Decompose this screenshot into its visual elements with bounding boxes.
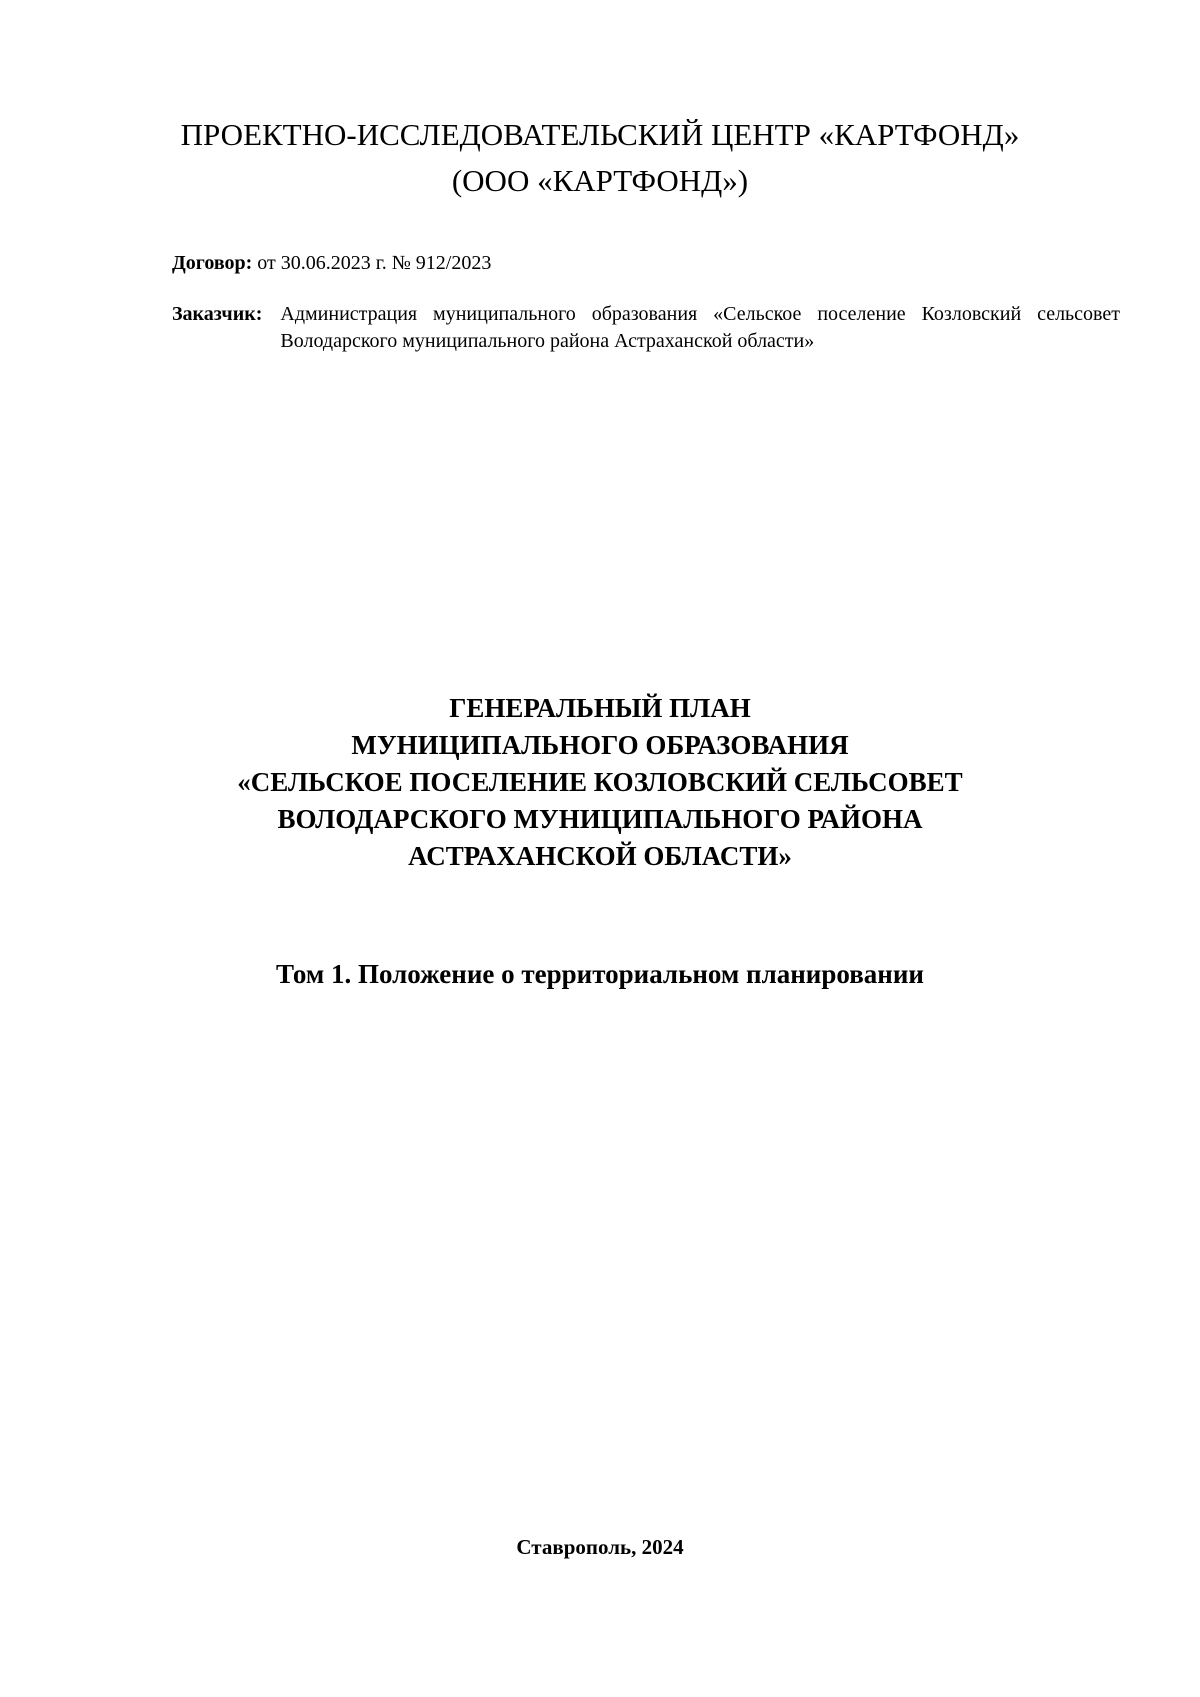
title-line: ГЕНЕРАЛЬНЫЙ ПЛАН: [449, 693, 751, 723]
customer-info: [172, 301, 1120, 355]
place-and-year: Ставрополь, 2024: [516, 1535, 684, 1559]
organization-name: ПРОЕКТНО-ИССЛЕДОВАТЕЛЬСКИЙ ЦЕНТР «КАРТФОНД»: [180, 117, 1020, 152]
contract-info: [172, 250, 1120, 277]
organization-short-name: (ООО «КАРТФОНД»): [451, 163, 749, 198]
customer-label: Заказчик:: [172, 303, 263, 325]
title-line: МУНИЦИПАЛЬНОГО ОБРАЗОВАНИЯ: [351, 730, 849, 760]
title-line: ВОЛОДАРСКОГО МУНИЦИПАЛЬНОГО РАЙОНА: [277, 804, 923, 834]
customer-value: Администрация муниципального образования «Сельское поселение Козловский сельсовет Володарского муниципального района Астраханской области»: [280, 303, 1120, 352]
organization-header: [0, 112, 1200, 204]
volume-title: Том 1. Положение о территориальном планировании: [276, 959, 924, 989]
document-title: [0, 690, 1200, 875]
title-line: «СЕЛЬСКОЕ ПОСЕЛЕНИЕ КОЗЛОВСКИЙ СЕЛЬСОВЕТ: [237, 767, 963, 797]
title-line: АСТРАХАНСКОЙ ОБЛАСТИ»: [408, 841, 792, 871]
contract-label: Договор:: [172, 252, 253, 274]
contract-value: от 30.06.2023 г. № 912/2023: [257, 252, 492, 274]
